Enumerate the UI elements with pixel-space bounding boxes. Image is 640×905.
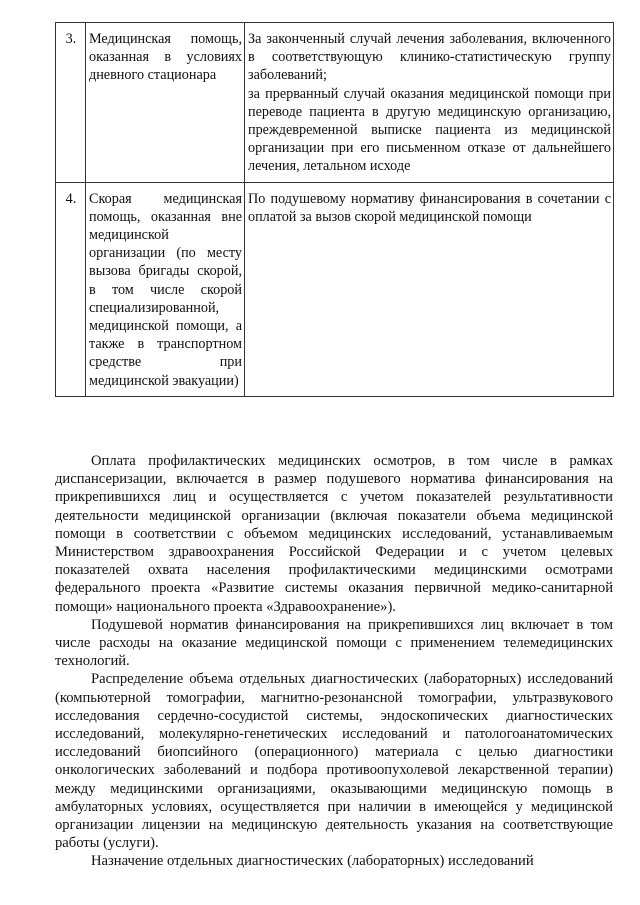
care-type-cell: Медицинская помощь, оказанная в условиях дневного стационара — [86, 23, 245, 183]
body-text — [55, 452, 613, 871]
table-row — [56, 23, 614, 183]
payment-unit-line: По подушевому нормативу финансирования в сочетании с оплатой за вызов скорой медицинской помощи — [248, 190, 611, 225]
table-row — [56, 182, 614, 396]
paragraph: Назначение отдельных диагностических (лабораторных) исследований — [91, 853, 534, 870]
row-number: 3. — [56, 23, 86, 183]
payment-unit-line: за прерванный случай оказания медицинской помощи при переводе пациента в другую медицинскую организацию, преждевременной выписке пациента из медицинской организации при его письменном отказе от дальнейшего лечения, летальном исходе — [248, 85, 611, 175]
paragraph: Подушевой норматив финансирования на прикрепившихся лиц включает в том числе расходы на оказание медицинской помощи с применением телемедицинских технологий. — [55, 616, 613, 670]
payment-methods-table — [55, 22, 614, 397]
payment-unit-line: За законченный случай лечения заболевания, включенного в соответствующую клинико-статистическую группу заболеваний; — [248, 31, 611, 84]
payment-unit-cell — [245, 23, 614, 183]
payment-unit-cell — [245, 182, 614, 396]
row-number: 4. — [56, 182, 86, 396]
paragraph: Распределение объема отдельных диагностических (лабораторных) исследований (компьютерной томографии, магнитно-резонансной томографии, ультразвукового исследования сердечно-сосудистой системы, эндоскопических диагностических исследований, молекулярно-генетических исследований и патологоанатомических исследований биопсийного (операционного) материала с целью диагностики онкологических заболеваний и подбора противоопухолевой лекарственной терапии) между медицинскими организациями, оказывающими медицинскую помощь в амбулаторных условиях, осуществляется при наличии в имеющейся у медицинской организации лицензии на медицинскую деятельность указания на соответствующие работы (услуги). — [55, 671, 613, 852]
paragraph: Оплата профилактических медицинских осмотров, в том числе в рамках диспансеризации, включается в размер подушевого норматива финансирования на прикрепившихся лиц и осуществляется с учетом показателей результативности деятельности медицинской организации (включая показатели объема медицинской помощи в соответствии с объемом медицинских исследований, устанавливаемым Министерством здравоохранения Российской Федерации и с учетом целевых показателей охвата населения профилактическими медицинскими осмотрами федерального проекта «Развитие системы оказания первичной медико-санитарной помощи» национального проекта «Здравоохранение»). — [55, 453, 613, 615]
care-type-cell: Скорая медицинская помощь, оказанная вне медицинской организации (по месту вызова бригады скорой, в том числе скорой специализированной, медицинской помощи, а также в транспортном средстве при медицинской эвакуации) — [86, 182, 245, 396]
